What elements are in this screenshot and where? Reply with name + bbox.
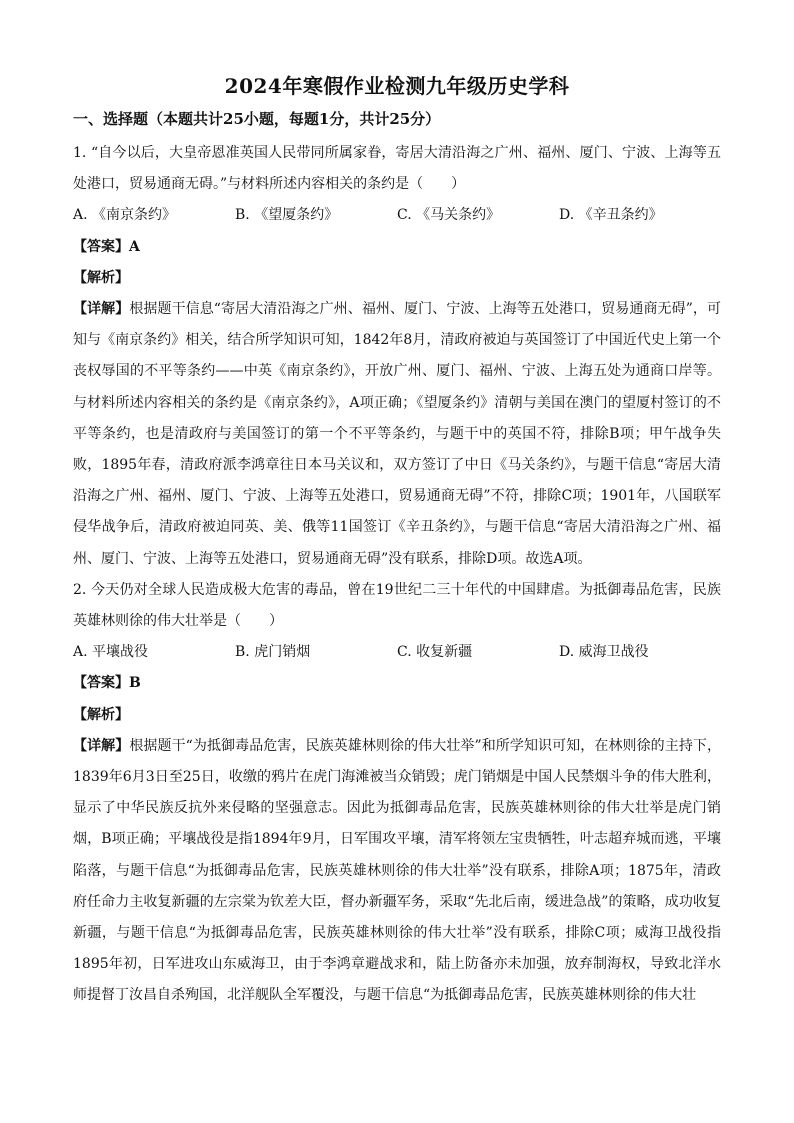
question-stem: 2. 今天仍对全球人民造成极大危害的毒品，曾在19世纪二三十年代的中国肆虐。为抵御毒品危害，民族英雄林则徐的伟大壮举是（ ） [73,581,721,630]
detail-text: 根据题干信息“寄居大清沿海之广州、福州、厦门、宁波、上海等五处港口，贸易通商无碍”，可知与《南京条约》相关，结合所学知识可知，1842年8月，清政府被迫与英国签订了中国近代史上第一个丧权辱国的不平等条约——中英《南京条约》，开放广州、厦门、福州、宁波、上海五处为通商口岸等。与材料所述内容相关的条约是《南京条约》，A项正确；《望厦条约》清朝与美国在澳门的望厦村签订的不平等条约，也是清政府与美国签订的第一个不平等条约，与题干中的英国不符，排除B项；甲午战争失败，1895年春，清政府派李鸿章往日本马关议和，双方签订了中日《马关条约》，与题干信息“寄居大清沿海之广州、福州、厦门、宁波、上海等五处港口，贸易通商无碍”不符，排除C项；1901年，八国联军侵华战争后，清政府被迫同英、美、俄等11国签订《辛丑条约》，与题干信息“寄居大清沿海之广州、福州、厦门、宁波、上海等五处港口，贸易通商无碍”没有联系，排除D项。故选A项。 [73,301,722,567]
option-a: A. 平壤战役 [73,644,149,661]
option-d: D. 威海卫战役 [559,644,649,661]
page-title: 2024年寒假作业检测九年级历史学科 [224,74,570,98]
detail-paragraph [73,731,721,1012]
question-options [73,637,721,668]
option-b: B. 《望厦条约》 [235,207,339,224]
option-c: C. 收复新疆 [397,644,473,661]
detail-paragraph [73,294,721,575]
detail-tag: 【详解】 [73,737,130,754]
option-c: C. 《马关条约》 [397,207,501,224]
question-options [73,200,721,231]
analysis-label: 【解析】 [73,706,129,723]
option-a: A. 《南京条约》 [73,207,177,224]
option-d: D. 《辛丑条约》 [559,207,663,224]
section-heading: 一、选择题（本题共计25小题，每题1分，共计25分） [73,110,441,128]
detail-text: 根据题干“为抵御毒品危害，民族英雄林则徐的伟大壮举”和所学知识可知，在林则徐的主持下，1839年6月3日至25日，收缴的鸦片在虎门海滩被当众销毁；虎门销烟是中国人民禁烟斗争的伟大胜利，显示了中华民族反抗外来侵略的坚强意志。因此为抵御毒品危害，民族英雄林则徐的伟大壮举是虎门销烟，B项正确；平壤战役是指1894年9月，日军围攻平壤，清军将领左宝贵牺牲，叶志超弃城而逃，平壤陷落，与题干信息“为抵御毒品危害，民族英雄林则徐的伟大壮举”没有联系，排除A项；1875年，清政府任命力主收复新疆的左宗棠为钦差大臣，督办新疆军务，采取“先北后南，缓进急战”的策略，成功收复新疆，与题干信息“为抵御毒品危害，民族英雄林则徐的伟大壮举”没有联系，排除C项；威海卫战役指1895年初，日军进攻山东威海卫，由于李鸿章避战求和，陆上防备亦未加强，放弃制海权，导致北洋水师提督丁汝昌自杀殉国，北洋舰队全军覆没，与题干信息“为抵御毒品危害，民族英雄林则徐的伟大壮 [73,737,722,1004]
questions-content [73,138,721,1012]
answer-label: 【答案】A [73,238,140,255]
question-stem: 1. “自今以后，大皇帝恩准英国人民带同所属家眷，寄居大清沿海之广州、福州、厦门、宁波、上海等五处港口，贸易通商无碍。”与材料所述内容相关的条约是（ ） [73,145,721,193]
detail-tag: 【详解】 [73,301,130,318]
option-b: B. 虎门销烟 [235,644,311,661]
analysis-label: 【解析】 [73,269,129,286]
answer-label: 【答案】B [73,675,141,692]
